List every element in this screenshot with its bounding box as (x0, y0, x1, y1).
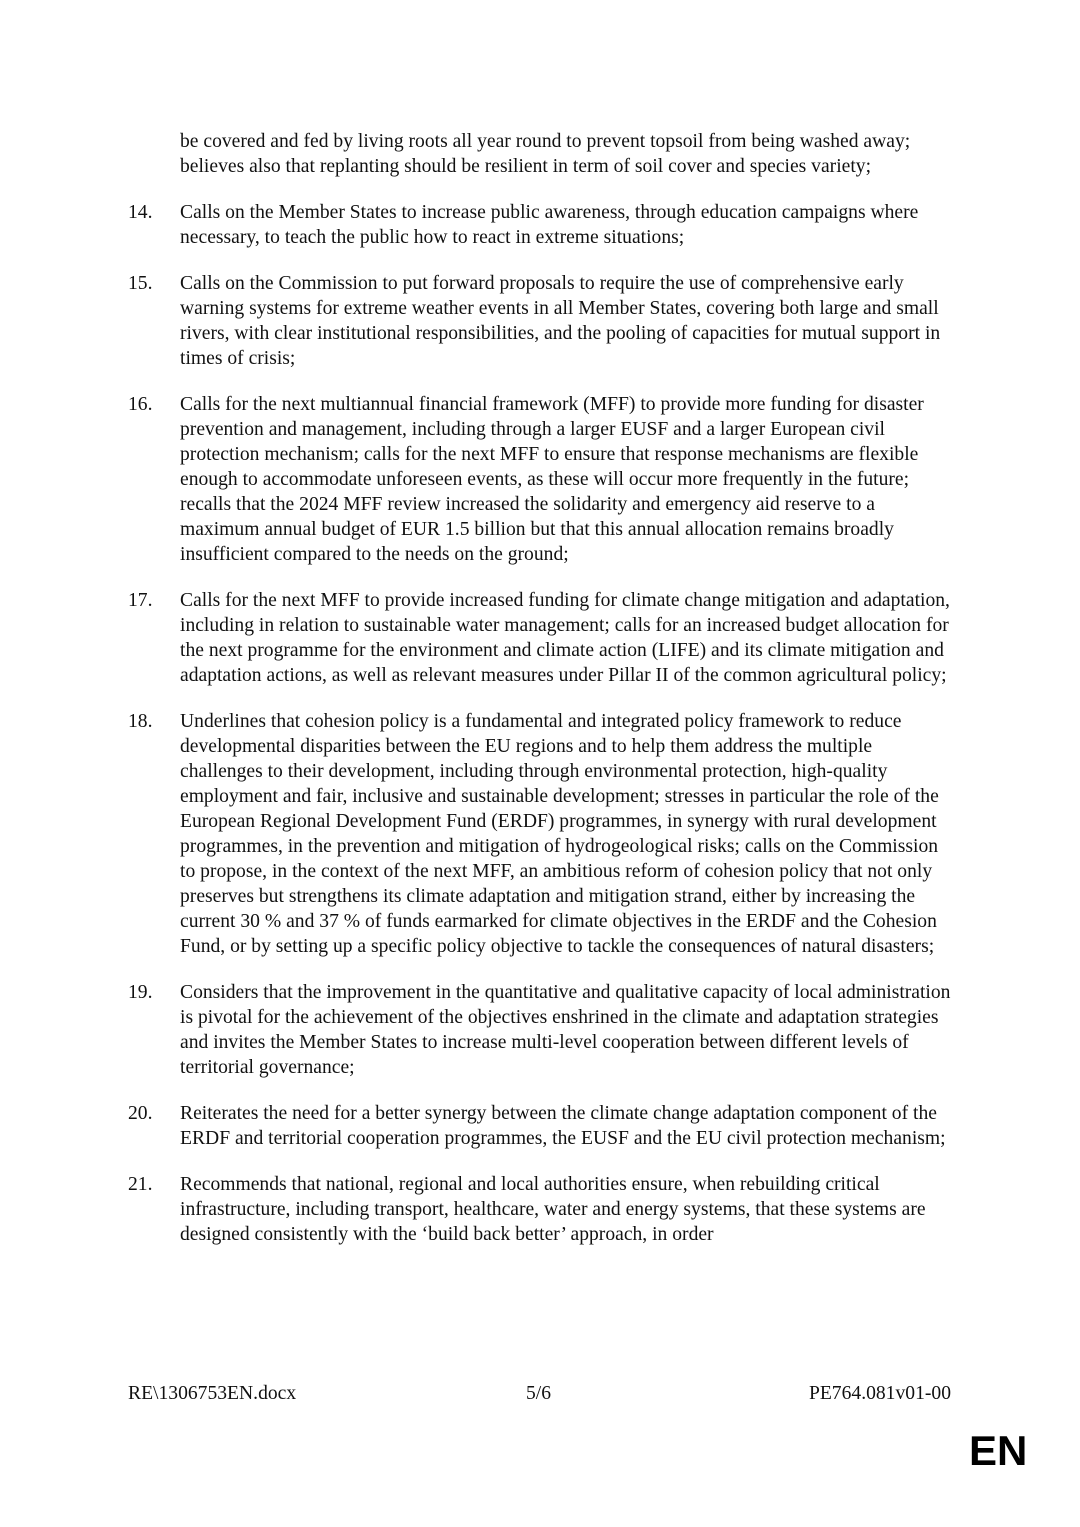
language-badge: EN (969, 1427, 1028, 1474)
list-item (128, 588, 958, 688)
list-item (128, 200, 958, 250)
item-text: Considers that the improvement in the quantitative and qualitative capacity of local administration is pivotal for the achievement of the objectives enshrined in the climate and adaptation strategies and invites the Member States to increase multi-level cooperation between different levels of territorial governance; (180, 982, 951, 1078)
intro-paragraph: be covered and fed by living roots all year round to prevent topsoil from being washed away; believes also that replanting should be resilient in term of soil cover and species variety; (180, 131, 911, 177)
list-item (128, 1172, 958, 1247)
item-text: Calls on the Commission to put forward proposals to require the use of comprehensive early warning systems for extreme weather events in all Member States, covering both large and small rivers, with clear institutional responsibilities, and the pooling of capacities for mutual support in times of crisis; (180, 273, 941, 369)
item-text: Calls for the next multiannual financial framework (MFF) to provide more funding for disaster prevention and management, including through a larger EUSF and a larger European civil protection mechanism; calls for the next MFF to ensure that response mechanisms are flexible enough to accommodate unforeseen events, as these will occur more frequently in the future; recalls that the 2024 MFF review increased the solidarity and emergency aid reserve to a maximum annual budget of EUR 1.5 billion but that this annual allocation remains broadly insufficient compared to the needs on the ground; (180, 394, 924, 565)
document-body (128, 129, 958, 1268)
item-number: 18. (128, 711, 153, 732)
item-text: Underlines that cohesion policy is a fundamental and integrated policy framework to reduce developmental disparities between the EU regions and to help them address the multiple challenges to their development, including through environmental protection, high-quality employment and fair, inclusive and sustainable development; stresses in particular the role of the European Regional Development Fund (ERDF) programmes, in synergy with rural development programmes, in the prevention and mitigation of hydrogeological risks; calls on the Commission to propose, in the context of the next MFF, an ambitious reform of cohesion policy that not only preserves but strengthens its climate adaptation and mitigation strand, either by increasing the current 30 % and 37 % of funds earmarked for climate objectives in the ERDF and the Cohesion Fund, or by setting up a specific policy objective to tackle the consequences of natural disasters; (180, 711, 939, 957)
footer-pe-ref: PE764.081v01-00 (808, 1383, 951, 1404)
item-number: 14. (128, 202, 153, 223)
footer-doc-ref: RE\1306753EN.docx (128, 1383, 297, 1404)
item-number: 20. (128, 1103, 153, 1124)
item-number: 16. (128, 394, 153, 415)
item-text: Reiterates the need for a better synergy between the climate change adaptation component of the ERDF and territorial cooperation programmes, the EUSF and the EU civil protection mechanism; (180, 1103, 946, 1149)
item-number: 19. (128, 982, 153, 1003)
page-footer (128, 1381, 951, 1407)
item-text: Calls on the Member States to increase public awareness, through education campaigns where necessary, to teach the public how to react in extreme situations; (180, 202, 919, 248)
list-item (128, 392, 958, 567)
list-item (128, 1101, 958, 1151)
item-text: Calls for the next MFF to provide increased funding for climate change mitigation and adaptation, including in relation to sustainable water management; calls for an increased budget allocation for the next programme for the environment and climate action (LIFE) and its climate mitigation and adaptation actions, as well as relevant measures under Pillar II of the common agricultural policy; (180, 590, 950, 686)
list-item (128, 709, 958, 959)
footer-page-number: 5/6 (526, 1383, 552, 1404)
item-number: 21. (128, 1174, 153, 1195)
list-item (128, 980, 958, 1080)
item-text: Recommends that national, regional and local authorities ensure, when rebuilding critical infrastructure, including transport, healthcare, water and energy systems, that these systems are designed consistently with the ‘build back better’ approach, in order (180, 1174, 926, 1245)
item-number: 17. (128, 590, 153, 611)
item-number: 15. (128, 273, 153, 294)
list-item (128, 271, 958, 371)
